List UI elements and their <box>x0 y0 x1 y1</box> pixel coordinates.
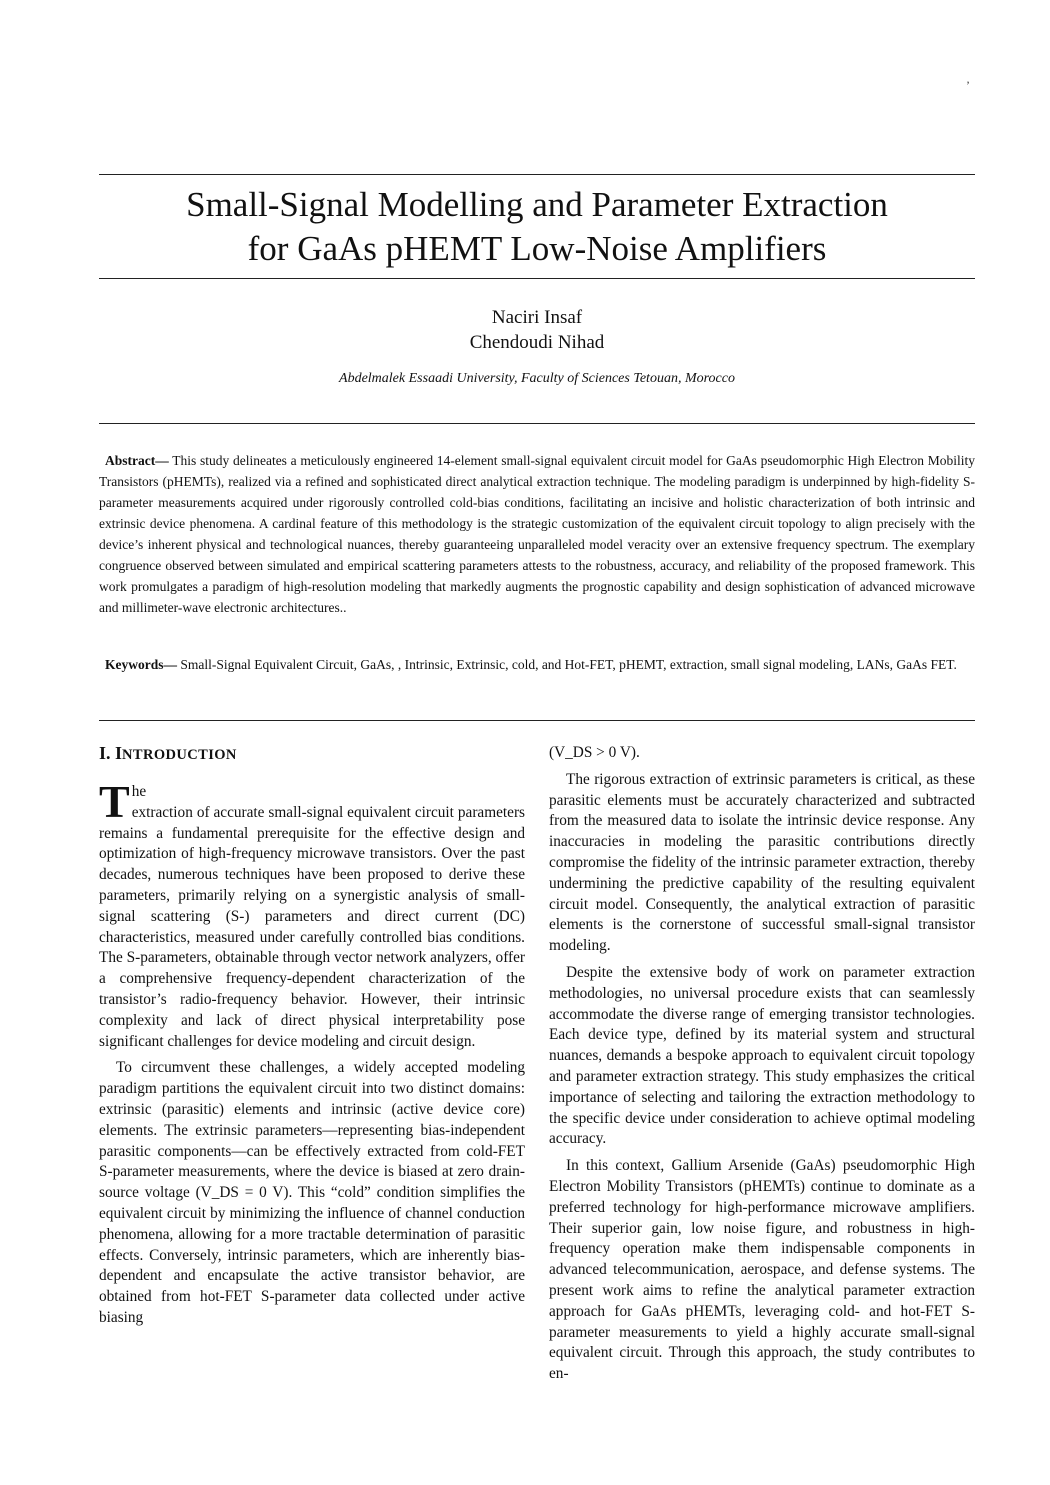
top-rule <box>99 174 975 175</box>
abstract-label: Abstract— <box>105 453 169 468</box>
keywords <box>99 654 975 675</box>
paragraph: Despite the extensive body of work on parameter extraction methodologies, no universal procedure exists that can seamlessly accommodate the diverse range of emerging transistor technologies. Each device type, defined by its material system and structural nuances, demands a bespoke approach to equivalent circuit topology and parameter extraction strategy. This study emphasizes the critical importance of selecting and tailoring the extraction methodology to the specific device under consideration to achieve optimal modeling accuracy. <box>549 963 975 1148</box>
abstract-text: This study delineates a meticulously engineered 14-element small-signal equivalent circuit model for GaAs pseudomorphic High Electron Mobility Transistors (pHEMTs), realized via a refined and sophisticated direct analytical extraction technique. The modeling paradigm is underpinned by high-fidelity S-parameter measurements acquired under rigorously controlled cold-bias conditions, facilitating an incisive and holistic characterization of both intrinsic and extrinsic device phenomena. A cardinal feature of this methodology is the strategic customization of the equivalent circuit topology to align precisely with the device’s inherent physical and technological nuances, thereby guaranteeing unparalleled model veracity over an extensive frequency spectrum. The exemplary congruence observed between simulated and empirical scattering parameters attests to the robustness, accuracy, and reliability of the proposed framework. This work promulgates a paradigm of high-resolution modeling that markedly augments the prognostic capability and design sophistication of advanced microwave and millimeter-wave electronic architectures.. <box>99 453 975 615</box>
paragraph: To circumvent these challenges, a widely accepted modeling paradigm partitions the equivalent circuit into two distinct domains: extrinsic (parasitic) elements and intrinsic (active device core) elements. The extrinsic parameters—representing bias-independent parasitic components—can be effectively extracted from cold-FET S-parameter measurements, where the device is biased at zero drain-source voltage (V_DS = 0 V). This “cold” condition simplifies the equivalent circuit by minimizing the influence of channel conduction phenomena, allowing for a more tractable determination of parasitic effects. Conversely, intrinsic parameters, which are inherently bias-dependent and encapsulate the active transistor behavior, are obtained from hot-FET S-parameter data collected under active biasing <box>99 1059 525 1326</box>
paragraph-first-word: he <box>131 783 147 800</box>
title-line-2: for GaAs pHEMT Low-Noise Amplifiers <box>247 229 827 268</box>
title-rule <box>99 278 975 279</box>
section-number: I. <box>99 743 111 763</box>
section-title-initial: I <box>115 743 123 763</box>
section-rule <box>99 720 975 721</box>
author-name: Chendoudi Nihad <box>469 332 605 353</box>
paragraph-text: extraction of accurate small-signal equivalent circuit parameters remains a fundamental prerequisite for the effective design and optimization of high-frequency microwave transistors. Over the past decades, numerous techniques have been proposed to derive these parameters, primarily relying on a synergistic analysis of small-signal scattering (S-) parameters and direct current (DC) characteristics, measured under carefully controlled bias conditions. The S-parameters, obtainable through vector network analyzers, offer a comprehensive frequency-dependent characterization of the transistor’s radio-frequency behavior. However, their intrinsic complexity and lack of direct physical interpretability pose significant challenges for device modeling and circuit design. <box>99 803 525 1050</box>
header-rule <box>99 423 975 424</box>
section-title-rest: NTRODUCTION <box>122 747 237 763</box>
section-heading <box>99 743 237 764</box>
author-name: Naciri Insaf <box>491 307 583 328</box>
right-column <box>549 743 975 1391</box>
keywords-text: Small-Signal Equivalent Circuit, GaAs, , Intrinsic, Extrinsic, cold, and Hot-FET, pHEMT, extraction, small signal modeling, LANs, GaAs FET. <box>180 657 957 672</box>
paragraph: The rigorous extraction of extrinsic parameters is critical, as these parasitic elements must be accurately characterized and subtracted from the measured data to isolate the intrinsic device response. Any inaccuracies in modeling the parasitic contributions directly compromise the fidelity of the intrinsic parameter extraction, thereby undermining the predictive capability of the resulting equivalent circuit model. Consequently, the analytical extraction of parasitic elements is the cornerstone of successful small-signal transistor modeling. <box>549 770 975 955</box>
affiliation: Abdelmalek Essaadi University, Faculty of Sciences Tetouan, Morocco <box>339 371 735 386</box>
left-column <box>99 776 525 1335</box>
paragraph <box>99 776 525 1052</box>
paragraph-continuation: (V_DS > 0 V). <box>549 744 640 761</box>
keywords-label: Keywords— <box>105 657 177 672</box>
paper-title <box>99 183 975 271</box>
abstract <box>99 450 975 618</box>
author-list <box>99 305 975 355</box>
title-line-1: Small-Signal Modelling and Parameter Extraction <box>186 185 888 224</box>
paragraph: In this context, Gallium Arsenide (GaAs) pseudomorphic High Electron Mobility Transistors (pHEMTs) continue to dominate as a preferred technology for high-performance microwave amplifiers. Their superior gain, low noise figure, and robustness in high-frequency operation make them indispensable components in advanced telecommunication, aerospace, and defense systems. The present work aims to refine the analytical parameter extraction approach for GaAs pHEMTs, leveraging cold- and hot-FET S-parameter measurements to yield a highly accurate small-signal equivalent circuit. Through this approach, the study contributes to en- <box>549 1157 975 1383</box>
drop-cap: T <box>99 776 130 827</box>
header-mark: ’ <box>966 78 970 92</box>
